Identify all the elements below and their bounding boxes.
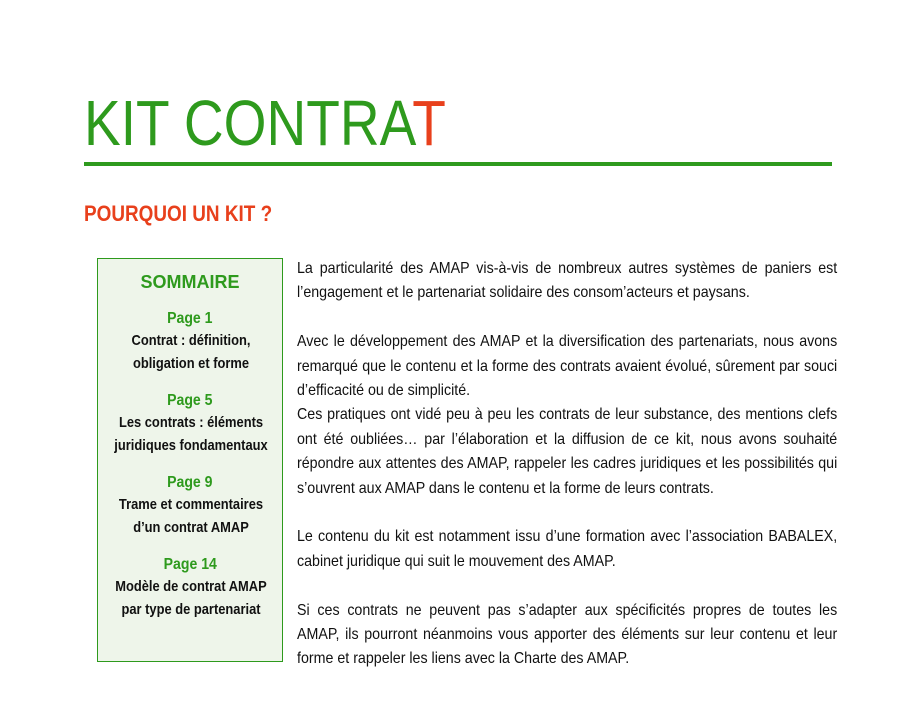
- summary-item: [98, 391, 282, 457]
- summary-item-label-line: juridiques fondamentaux: [114, 437, 268, 454]
- summary-item-page: Page 1: [167, 310, 213, 327]
- summary-item: [98, 473, 282, 539]
- summary-item: [98, 555, 282, 621]
- summary-heading: SOMMAIRE: [140, 272, 240, 292]
- summary-item: [98, 309, 282, 375]
- title-underline: [84, 162, 832, 166]
- section-subtitle: POURQUOI UN KIT ?: [84, 201, 273, 226]
- summary-item-label-line: Trame et commentaires: [118, 496, 264, 513]
- summary-item-label: [105, 411, 277, 457]
- body-paragraph: Avec le développement des AMAP et la diversification des partenariats, nous avons remarqué que le contenu et la forme des contrats avaient évolué, sûrement par souci d’efficacité ou de simplicité.: [297, 333, 838, 400]
- summary-item-page: Page 9: [167, 474, 213, 491]
- summary-item-label: [105, 493, 277, 539]
- summary-item-label: [105, 575, 277, 621]
- summary-item-page: Page 14: [163, 556, 217, 573]
- body-paragraph: Ces pratiques ont vidé peu à peu les contrats de leur substance, des mentions clefs ont été oubliées… par l’élaboration et la diffusion de ce kit, nous avons souhaité répondre aux attentes des AMAP, rappeler les cadres juridiques et les possibilités qui s’ouvrent aux AMAP dans le contenu et la forme de leurs contrats.: [297, 406, 838, 497]
- title-main: KIT CONTRA: [84, 87, 413, 159]
- body-paragraph: La particularité des AMAP vis-à-vis de nombreux autres systèmes de paniers est l’engagement et le partenariat solidaire des consom’acteurs et paysans.: [297, 260, 838, 302]
- summary-item-label-line: par type de partenariat: [121, 601, 261, 618]
- document-title: [84, 88, 446, 158]
- summary-box: [97, 258, 283, 662]
- summary-item-label-line: Les contrats : éléments: [118, 414, 264, 431]
- summary-item-label-line: Modèle de contrat AMAP: [115, 578, 267, 595]
- title-accent-letter: T: [412, 87, 446, 159]
- summary-item-label: [105, 329, 277, 375]
- body-paragraph: Si ces contrats ne peuvent pas s’adapter aux spécificités propres de toutes les AMAP, ils pourront néanmoins vous apporter des éléments sur leur contenu et leur forme et rappeler les liens avec la Charte des AMAP.: [297, 601, 838, 668]
- summary-item-label-line: Contrat : définition,: [131, 332, 251, 349]
- body-paragraph: Le contenu du kit est notamment issu d’une formation avec l’association BABALEX, cabinet juridique qui suit le mouvement des AMAP.: [297, 528, 838, 570]
- summary-item-page: Page 5: [167, 392, 213, 409]
- summary-item-label-line: obligation et forme: [132, 355, 250, 372]
- body-text: [297, 257, 837, 672]
- summary-item-label-line: d’un contrat AMAP: [133, 519, 249, 536]
